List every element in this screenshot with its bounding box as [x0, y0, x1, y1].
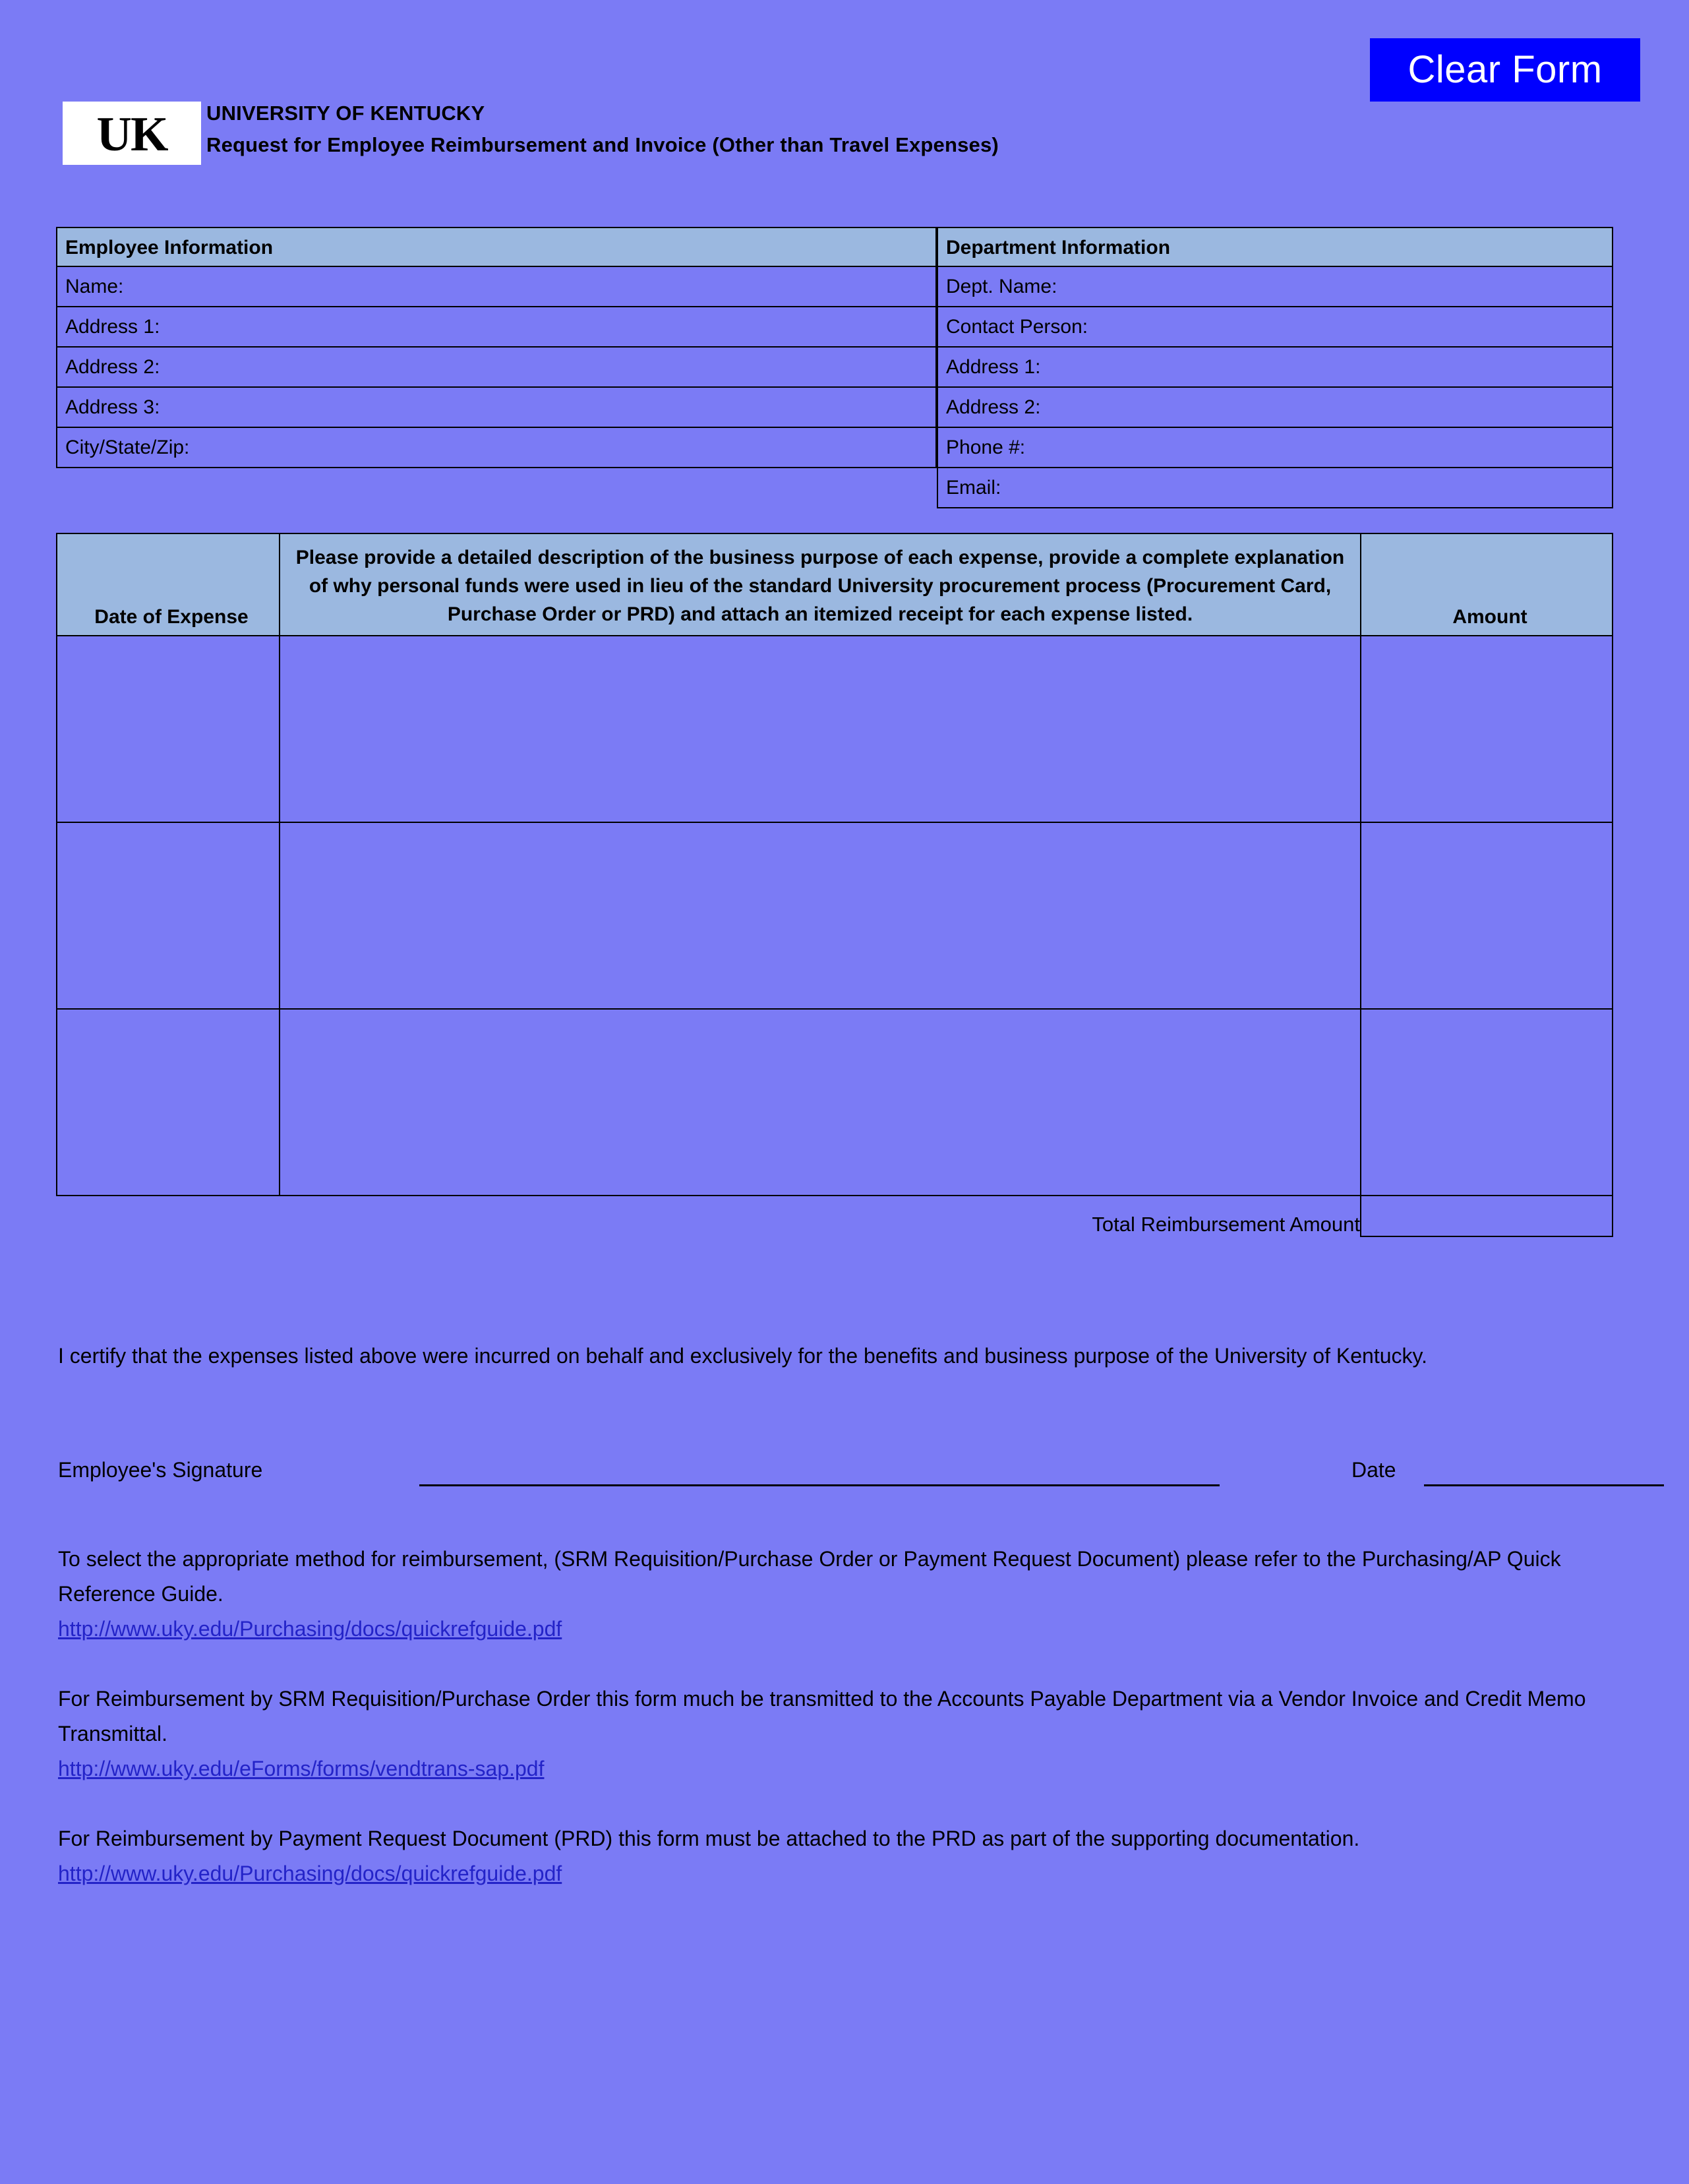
note-link[interactable]: http://www.uky.edu/Purchasing/docs/quickrefguide.pdf — [58, 1862, 562, 1885]
total-label: Total Reimbursement Amount — [1092, 1213, 1360, 1236]
note-block — [58, 1821, 1594, 1891]
column-header-date: Date of Expense — [57, 533, 280, 636]
dept-address2-field[interactable]: Address 2: — [937, 388, 1613, 428]
dept-phone-field[interactable]: Phone #: — [937, 428, 1613, 468]
info-row — [56, 388, 1613, 428]
employee-info-heading: Employee Information — [56, 227, 937, 267]
expense-amount-input[interactable] — [1361, 636, 1613, 822]
note-text: For Reimbursement by SRM Requisition/Purchase Order this form much be transmitted to the Accounts Payable Department via a Vendor Invoice and Credit Memo Transmittal. — [58, 1687, 1586, 1745]
expense-date-input[interactable] — [57, 636, 280, 822]
expense-header-row — [57, 533, 1613, 636]
employee-name-field[interactable]: Name: — [56, 267, 937, 307]
employee-address2-field[interactable]: Address 2: — [56, 348, 937, 388]
info-row — [56, 267, 1613, 307]
spacer-cell — [56, 468, 937, 508]
total-spacer — [57, 1196, 280, 1236]
employee-address3-field[interactable]: Address 3: — [56, 388, 937, 428]
note-block — [58, 1542, 1594, 1647]
dept-email-field[interactable]: Email: — [937, 468, 1613, 508]
signature-section — [58, 1454, 1594, 1494]
header-titles — [206, 98, 999, 161]
date-label: Date — [1351, 1458, 1396, 1482]
department-info-heading: Department Information — [937, 227, 1613, 267]
information-section — [56, 227, 1613, 508]
uk-logo-icon — [63, 102, 201, 165]
total-amount-input[interactable] — [1361, 1196, 1613, 1236]
info-row — [56, 468, 1613, 508]
certification-text: I certify that the expenses listed above were incurred on behalf and exclusively for the benefits and business purpose of the University of Kentucky. — [58, 1344, 1428, 1368]
info-row — [56, 348, 1613, 388]
table-row — [57, 1009, 1613, 1196]
table-row — [57, 822, 1613, 1009]
column-header-description: Please provide a detailed description of the business purpose of each expense, provide a complete explanation of why personal funds were used in lieu of the standard University procurement process (Procurement Card, Purchase Order or PRD) and attach an itemized receipt for each expense listed. — [280, 533, 1361, 636]
dept-address1-field[interactable]: Address 1: — [937, 348, 1613, 388]
note-text: To select the appropriate method for reimbursement, (SRM Requisition/Purchase Order or Payment Request Document) please refer to the Purchasing/AP Quick Reference Guide. — [58, 1547, 1561, 1606]
note-link[interactable]: http://www.uky.edu/Purchasing/docs/quickrefguide.pdf — [58, 1617, 562, 1641]
note-block — [58, 1682, 1594, 1786]
note-link[interactable]: http://www.uky.edu/eForms/forms/vendtrans-sap.pdf — [58, 1757, 545, 1780]
footer-notes — [58, 1542, 1594, 1926]
expense-date-input[interactable] — [57, 1009, 280, 1196]
form-title: Request for Employee Reimbursement and Invoice (Other than Travel Expenses) — [206, 133, 999, 156]
column-header-amount: Amount — [1361, 533, 1613, 636]
employee-citystatezip-field[interactable]: City/State/Zip: — [56, 428, 937, 468]
university-name: UNIVERSITY OF KENTUCKY — [206, 102, 485, 125]
expense-date-input[interactable] — [57, 822, 280, 1009]
info-header-row — [56, 227, 1613, 267]
signature-input[interactable] — [419, 1484, 1220, 1486]
expense-amount-input[interactable] — [1361, 1009, 1613, 1196]
info-row — [56, 428, 1613, 468]
signature-label: Employee's Signature — [58, 1458, 263, 1482]
note-text: For Reimbursement by Payment Request Document (PRD) this form must be attached to the PRD as part of the supporting documentation. — [58, 1827, 1360, 1850]
expense-amount-input[interactable] — [1361, 822, 1613, 1009]
document-header — [63, 98, 1579, 170]
date-input[interactable] — [1424, 1484, 1664, 1486]
expense-description-input[interactable] — [280, 1009, 1361, 1196]
dept-contact-person-field[interactable]: Contact Person: — [937, 307, 1613, 348]
info-row — [56, 307, 1613, 348]
expense-description-input[interactable] — [280, 636, 1361, 822]
total-row — [57, 1196, 1613, 1236]
employee-address1-field[interactable]: Address 1: — [56, 307, 937, 348]
table-row — [57, 636, 1613, 822]
expense-table — [56, 533, 1613, 1237]
clear-form-button[interactable]: Clear Form — [1370, 38, 1640, 102]
dept-name-field[interactable]: Dept. Name: — [937, 267, 1613, 307]
expense-description-input[interactable] — [280, 822, 1361, 1009]
uk-logo-text: UK — [96, 107, 167, 162]
